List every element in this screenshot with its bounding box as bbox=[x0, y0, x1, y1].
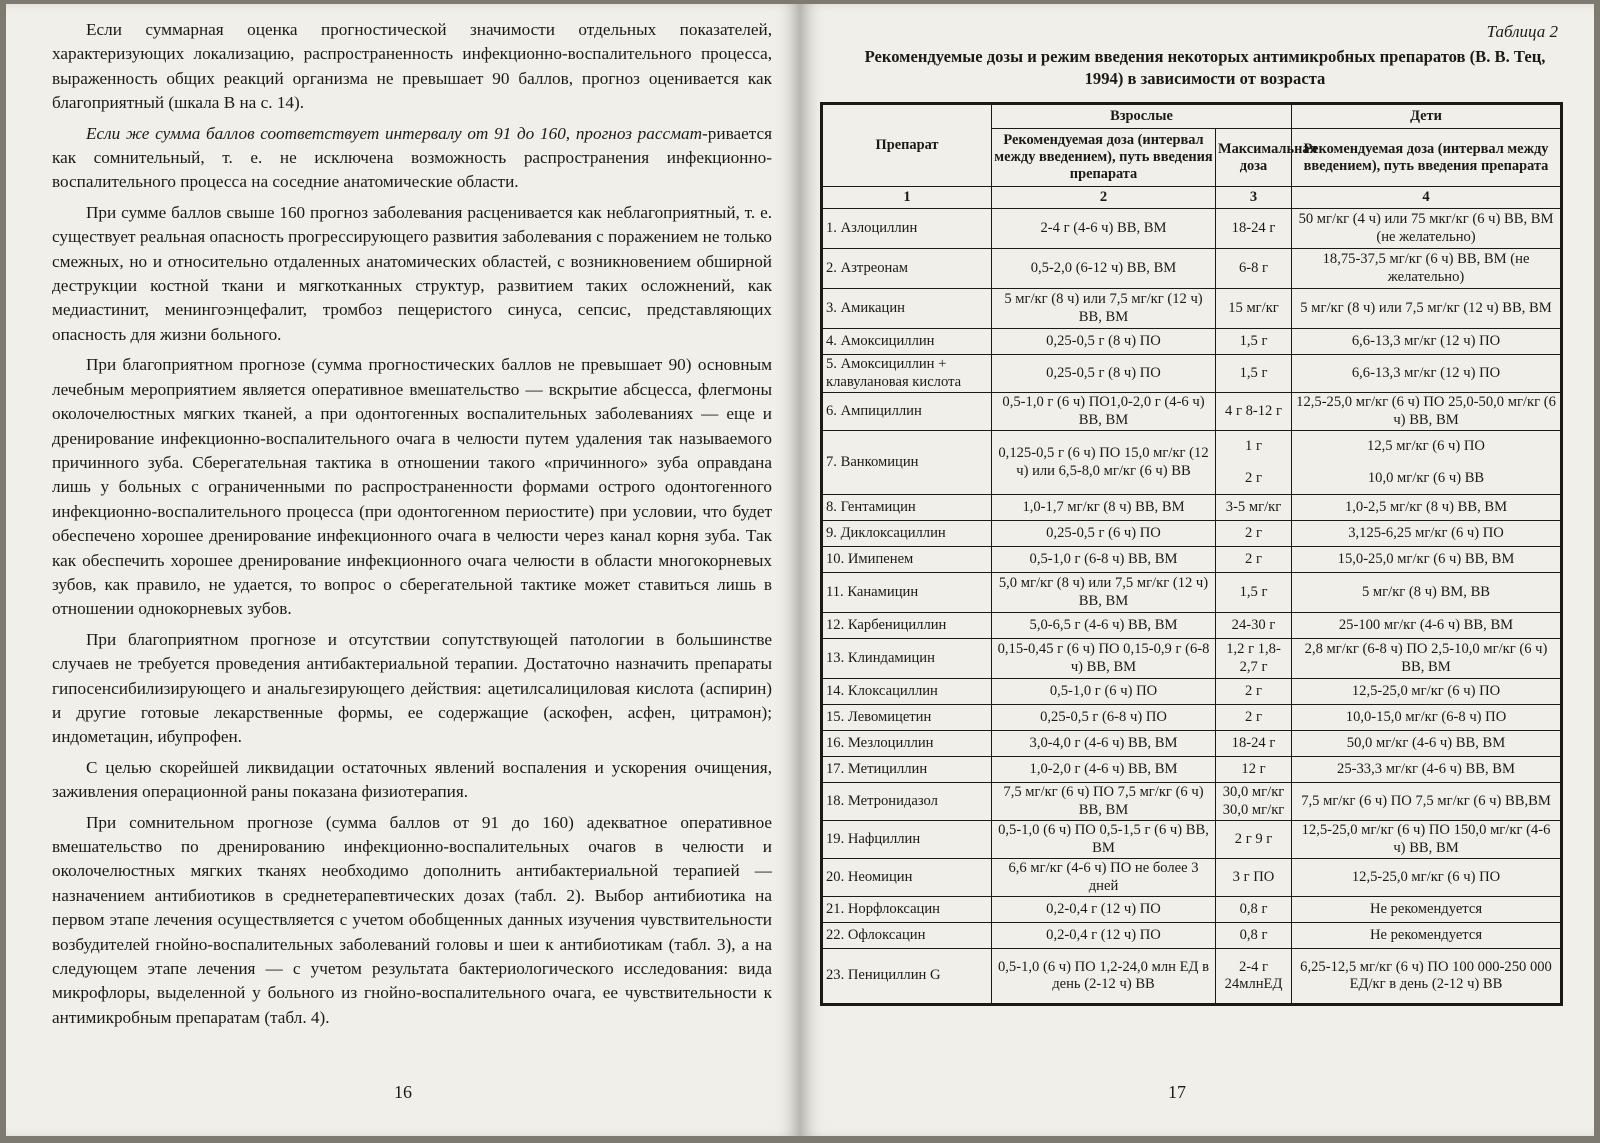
adult-dose-cell: 0,25-0,5 г (6-8 ч) ПО bbox=[992, 705, 1216, 731]
drug-name-cell: 21. Норфлоксацин bbox=[822, 897, 992, 923]
drug-name-cell: 19. Нафциллин bbox=[822, 821, 992, 859]
drug-name-cell: 13. Клиндамицин bbox=[822, 639, 992, 679]
child-dose-cell: 12,5-25,0 мг/кг (6 ч) ПО bbox=[1292, 859, 1562, 897]
child-dose-cell: 3,125-6,25 мг/кг (6 ч) ПО bbox=[1292, 521, 1562, 547]
child-dose-cell: 12,5-25,0 мг/кг (6 ч) ПО 25,0-50,0 мг/кг (6 ч) ВВ, ВМ bbox=[1292, 393, 1562, 431]
max-dose-cell: 3 г ПО bbox=[1216, 859, 1292, 897]
table-row bbox=[822, 859, 1562, 897]
table-label: Таблица 2 bbox=[1486, 22, 1558, 41]
left-page bbox=[6, 4, 800, 1136]
max-dose-cell: 0,8 г bbox=[1216, 923, 1292, 949]
drug-name-cell: 8. Гентамицин bbox=[822, 495, 992, 521]
child-dose-cell: 6,6-13,3 мг/кг (12 ч) ПО bbox=[1292, 355, 1562, 393]
adult-dose-cell: 2-4 г (4-6 ч) ВВ, ВМ bbox=[992, 209, 1216, 249]
adult-dose-cell: 1,0-2,0 г (4-6 ч) ВВ, ВМ bbox=[992, 757, 1216, 783]
child-dose-cell: 50,0 мг/кг (4-6 ч) ВВ, ВМ bbox=[1292, 731, 1562, 757]
table-row bbox=[822, 521, 1562, 547]
child-dose-cell: 7,5 мг/кг (6 ч) ПО 7,5 мг/кг (6 ч) ВВ,ВМ bbox=[1292, 783, 1562, 821]
table-row bbox=[822, 821, 1562, 859]
child-dose-cell: 25-100 мг/кг (4-6 ч) ВВ, ВМ bbox=[1292, 613, 1562, 639]
adult-dose-cell: 0,2-0,4 г (12 ч) ПО bbox=[992, 923, 1216, 949]
drug-name-cell: 11. Канамицин bbox=[822, 573, 992, 613]
max-dose-cell: 1,2 г 1,8-2,7 г bbox=[1216, 639, 1292, 679]
child-dose-cell: 5 мг/кг (8 ч) или 7,5 мг/кг (12 ч) ВВ, ВМ bbox=[1292, 289, 1562, 329]
table-row bbox=[822, 573, 1562, 613]
adult-dose-cell: 6,6 мг/кг (4-6 ч) ПО не более 3 дней bbox=[992, 859, 1216, 897]
max-dose-cell: 3-5 мг/кг bbox=[1216, 495, 1292, 521]
drug-name-cell: 17. Метициллин bbox=[822, 757, 992, 783]
header-children: Дети bbox=[1292, 104, 1562, 129]
header-max-dose: Максимальная доза bbox=[1216, 129, 1292, 187]
drug-name-cell: 23. Пенициллин G bbox=[822, 949, 992, 1005]
drug-name-cell: 4. Амоксициллин bbox=[822, 329, 992, 355]
dosage-table-wrap bbox=[820, 102, 1560, 1006]
child-dose-cell: 50 мг/кг (4 ч) или 75 мкг/кг (6 ч) ВВ, ВМ (не желательно) bbox=[1292, 209, 1562, 249]
header-adult-dose: Рекомендуемая доза (интервал между введением), путь введения препарата bbox=[992, 129, 1216, 187]
adult-dose-cell: 0,5-1,0 г (6-8 ч) ВВ, ВМ bbox=[992, 547, 1216, 573]
table-row bbox=[822, 393, 1562, 431]
paragraph-6: С целью скорейшей ликвидации остаточных явлений воспаления и ускорения очищения, заживления операционной раны показана физиотерапия. bbox=[52, 757, 772, 802]
table-row bbox=[822, 547, 1562, 573]
adult-dose-cell: 5,0 мг/кг (8 ч) или 7,5 мг/кг (12 ч) ВВ, ВМ bbox=[992, 573, 1216, 613]
table-row bbox=[822, 949, 1562, 1005]
table-row bbox=[822, 613, 1562, 639]
drug-name-cell: 6. Ампициллин bbox=[822, 393, 992, 431]
drug-name-cell: 22. Офлоксацин bbox=[822, 923, 992, 949]
child-dose-cell: 6,25-12,5 мг/кг (6 ч) ПО 100 000-250 000 ЕД/кг в день (2-12 ч) ВВ bbox=[1292, 949, 1562, 1005]
max-dose-cell: 4 г 8-12 г bbox=[1216, 393, 1292, 431]
adult-dose-cell: 0,5-1,0 г (6 ч) ПО1,0-2,0 г (4-6 ч) ВВ, ВМ bbox=[992, 393, 1216, 431]
table-row bbox=[822, 355, 1562, 393]
table-row bbox=[822, 783, 1562, 821]
table-row bbox=[822, 289, 1562, 329]
adult-dose-cell: 5,0-6,5 г (4-6 ч) ВВ, ВМ bbox=[992, 613, 1216, 639]
drug-name-cell: 14. Клоксациллин bbox=[822, 679, 992, 705]
drug-name-cell: 2. Азтреонам bbox=[822, 249, 992, 289]
dosage-table-body bbox=[822, 209, 1562, 1005]
table-row bbox=[822, 209, 1562, 249]
header-adults: Взрослые bbox=[992, 104, 1292, 129]
table-row bbox=[822, 679, 1562, 705]
max-dose-cell: 0,8 г bbox=[1216, 897, 1292, 923]
adult-dose-cell: 0,5-2,0 (6-12 ч) ВВ, ВМ bbox=[992, 249, 1216, 289]
drug-name-cell: 5. Амоксициллин + клавулановая кислота bbox=[822, 355, 992, 393]
drug-name-cell: 7. Ванкомицин bbox=[822, 431, 992, 495]
paragraph-3: При сумме баллов свыше 160 прогноз заболевания расценивается как неблагоприятный, т. е. существует реальная опасность прогрессирующего развития заболевания с поражением не только смежных, но и относительно отдаленных анатомических областей, с возникновением обширной деструкции костной ткани и мягкотканных структур, развитием таких осложнений, как медиастинит, менингоэнцефалит, тромбоз пещеристого синуса, сепсис, представляющих опасность для жизни больного. bbox=[52, 202, 772, 344]
column-number: 2 bbox=[992, 187, 1216, 209]
max-dose-value: 1 г bbox=[1245, 438, 1262, 454]
header-drug: Препарат bbox=[822, 104, 992, 187]
adult-dose-cell: 5 мг/кг (8 ч) или 7,5 мг/кг (12 ч) ВВ, ВМ bbox=[992, 289, 1216, 329]
max-dose-cell: 1,5 г bbox=[1216, 329, 1292, 355]
column-number: 4 bbox=[1292, 187, 1562, 209]
drug-name-cell: 9. Диклоксациллин bbox=[822, 521, 992, 547]
adult-dose-cell: 3,0-4,0 г (4-6 ч) ВВ, ВМ bbox=[992, 731, 1216, 757]
child-dose-value: 10,0 мг/кг (6 ч) ВВ bbox=[1367, 469, 1485, 486]
table-title: Рекомендуемые дозы и режим введения некоторых антимикробных препаратов (В. В. Тец, 1994) в зависимости от возраста bbox=[864, 47, 1546, 88]
drug-name-cell: 10. Имипенем bbox=[822, 547, 992, 573]
max-dose-cell: 18-24 г bbox=[1216, 731, 1292, 757]
drug-name-cell: 20. Неомицин bbox=[822, 859, 992, 897]
adult-dose-cell: 0,25-0,5 г (8 ч) ПО bbox=[992, 355, 1216, 393]
max-dose-cell bbox=[1216, 431, 1292, 495]
max-dose-cell: 2-4 г 24млнЕД bbox=[1216, 949, 1292, 1005]
page-number-right: 17 bbox=[1168, 1082, 1186, 1102]
adult-dose-cell: 0,25-0,5 г (8 ч) ПО bbox=[992, 329, 1216, 355]
body-text bbox=[52, 18, 772, 1036]
adult-dose-cell: 1,0-1,7 мг/кг (8 ч) ВВ, ВМ bbox=[992, 495, 1216, 521]
adult-dose-cell: 0,5-1,0 (6 ч) ПО 0,5-1,5 г (6 ч) ВВ, ВМ bbox=[992, 821, 1216, 859]
child-dose-cell: 2,8 мг/кг (6-8 ч) ПО 2,5-10,0 мг/кг (6 ч) ВВ, ВМ bbox=[1292, 639, 1562, 679]
column-number: 3 bbox=[1216, 187, 1292, 209]
max-dose-value: 2 г bbox=[1245, 469, 1262, 486]
drug-name-cell: 15. Левомицетин bbox=[822, 705, 992, 731]
max-dose-cell: 1,5 г bbox=[1216, 355, 1292, 393]
drug-name-cell: 18. Метронидазол bbox=[822, 783, 992, 821]
table-row bbox=[822, 249, 1562, 289]
max-dose-cell: 2 г bbox=[1216, 521, 1292, 547]
paragraph-4: При благоприятном прогнозе (сумма прогностических баллов не превышает 90) основным лечебным мероприятием является оперативное вмешательство — вскрытие абсцесса, флегмоны околочелюстных мягких тканей, а при одонтогенных воспалительных заболеваниях — еще и дренирование инфекционно-воспалительного очага в челюсти путем удаления так называемого причинного зуба. Сберегательная тактика в отношении такого «причинного» зуба оправдана лишь у больных с ограниченными по распространенности формами острого одонтогенного инфекционно-воспалительного процесса (при одонтогенном периостите) при условии, что будет обеспечено хорошее дренирование инфекционного очага в челюсти через канал корня зуба. Так как обеспечить хорошее дренирование инфекционного очага челюсти в области многокорневых зубов, как правило, не удается, то вопрос о сберегательной тактике может ставиться лишь в отношении однокорневых зубов. bbox=[52, 355, 772, 619]
table-row bbox=[822, 705, 1562, 731]
adult-dose-cell: 0,5-1,0 г (6 ч) ПО bbox=[992, 679, 1216, 705]
paragraph-5: При благоприятном прогнозе и отсутствии сопутствующей патологии в большинстве случаев не требуется проведения антибактериальной терапии. Достаточно назначить препараты гипосенсибилизирующего и анальгезирующего действия: ацетилсалициловая кислота (аспирин) и другие готовые лекарственные формы, ее содержащие (аскофен, асфен, цитрамон); индометацин, ибупрофен. bbox=[52, 629, 772, 747]
adult-dose-cell: 0,5-1,0 (6 ч) ПО 1,2-24,0 млн ЕД в день (2-12 ч) ВВ bbox=[992, 949, 1216, 1005]
max-dose-cell: 12 г bbox=[1216, 757, 1292, 783]
table-row bbox=[822, 495, 1562, 521]
max-dose-cell: 2 г bbox=[1216, 679, 1292, 705]
paragraph-2: Если же сумма баллов соответствует интервалу от 91 до 160, прогноз рассмат-ривается как сомнительный, т. е. не исключена возможность распространения инфекционно-воспалительного процесса на соседние анатомические области. bbox=[52, 123, 772, 192]
max-dose-cell: 2 г bbox=[1216, 547, 1292, 573]
child-dose-cell: 5 мг/кг (8 ч) ВМ, ВВ bbox=[1292, 573, 1562, 613]
adult-dose-cell: 0,125-0,5 г (6 ч) ПО 15,0 мг/кг (12 ч) или 6,5-8,0 мг/кг (6 ч) ВВ bbox=[992, 431, 1216, 495]
child-dose-cell: 15,0-25,0 мг/кг (6 ч) ВВ, ВМ bbox=[1292, 547, 1562, 573]
paragraph-7: При сомнительном прогнозе (сумма баллов от 91 до 160) адекватное оперативное вмешательство по дренированию инфекционно-воспалительных очагов в челюсти и околочелюстных мягких тканях необходимо дополнить антибактериальной терапией — назначением антибиотиков в среднетерапевтических дозах (табл. 2). Выбор антибиотика на первом этапе лечения осуществляется с учетом обобщенных данных изучения чувствительности возбудителей гнойно-воспалительных заболеваний головы и шеи к антибиотикам (табл. 3), а на следующем этапе лечения — с учетом результата бактериологического исследования: вида микрофлоры, выделенной у больного из гнойно-воспалительного очага, ее чувствительности к антимикробным препаратам (табл. 4). bbox=[52, 812, 772, 1027]
header-child-dose: Рекомендуемая доза (интервал между введением), путь введения препарата bbox=[1292, 129, 1562, 187]
column-number: 1 bbox=[822, 187, 992, 209]
max-dose-cell: 2 г 9 г bbox=[1216, 821, 1292, 859]
table-row bbox=[822, 639, 1562, 679]
max-dose-cell: 2 г bbox=[1216, 705, 1292, 731]
paragraph-1: Если суммарная оценка прогностической значимости отдельных показателей, характеризующих локализацию, распространенность инфекционно-воспалительного процесса, выраженность общих реакций организма не превышает 90 баллов, прогноз оценивается как благоприятный (шкала B на с. 14). bbox=[52, 20, 772, 113]
child-dose-cell: 10,0-15,0 мг/кг (6-8 ч) ПО bbox=[1292, 705, 1562, 731]
child-dose-cell: 25-33,3 мг/кг (4-6 ч) ВВ, ВМ bbox=[1292, 757, 1562, 783]
drug-name-cell: 16. Мезлоциллин bbox=[822, 731, 992, 757]
table-row bbox=[822, 923, 1562, 949]
right-page bbox=[800, 4, 1594, 1136]
child-dose-cell bbox=[1292, 431, 1562, 495]
table-row bbox=[822, 731, 1562, 757]
drug-name-cell: 3. Амикацин bbox=[822, 289, 992, 329]
child-dose-cell: Не рекомендуется bbox=[1292, 897, 1562, 923]
max-dose-cell: 6-8 г bbox=[1216, 249, 1292, 289]
adult-dose-cell: 7,5 мг/кг (6 ч) ПО 7,5 мг/кг (6 ч) ВВ, ВМ bbox=[992, 783, 1216, 821]
table-row bbox=[822, 757, 1562, 783]
adult-dose-cell: 0,25-0,5 г (6 ч) ПО bbox=[992, 521, 1216, 547]
drug-name-cell: 1. Азлоциллин bbox=[822, 209, 992, 249]
page-number-left: 16 bbox=[394, 1082, 412, 1102]
max-dose-cell: 30,0 мг/кг 30,0 мг/кг bbox=[1216, 783, 1292, 821]
table-row bbox=[822, 897, 1562, 923]
max-dose-cell: 1,5 г bbox=[1216, 573, 1292, 613]
child-dose-cell: 1,0-2,5 мг/кг (8 ч) ВВ, ВМ bbox=[1292, 495, 1562, 521]
table-row bbox=[822, 329, 1562, 355]
child-dose-cell: 12,5-25,0 мг/кг (6 ч) ПО bbox=[1292, 679, 1562, 705]
dosage-table bbox=[820, 102, 1563, 1006]
table-row bbox=[822, 431, 1562, 495]
max-dose-cell: 15 мг/кг bbox=[1216, 289, 1292, 329]
max-dose-cell: 18-24 г bbox=[1216, 209, 1292, 249]
child-dose-value: 12,5 мг/кг (6 ч) ПО bbox=[1367, 438, 1485, 454]
child-dose-cell: 6,6-13,3 мг/кг (12 ч) ПО bbox=[1292, 329, 1562, 355]
child-dose-cell: Не рекомендуется bbox=[1292, 923, 1562, 949]
child-dose-cell: 18,75-37,5 мг/кг (6 ч) ВВ, ВМ (не желательно) bbox=[1292, 249, 1562, 289]
max-dose-cell: 24-30 г bbox=[1216, 613, 1292, 639]
adult-dose-cell: 0,2-0,4 г (12 ч) ПО bbox=[992, 897, 1216, 923]
drug-name-cell: 12. Карбенициллин bbox=[822, 613, 992, 639]
child-dose-cell: 12,5-25,0 мг/кг (6 ч) ПО 150,0 мг/кг (4-6 ч) ВВ, ВМ bbox=[1292, 821, 1562, 859]
adult-dose-cell: 0,15-0,45 г (6 ч) ПО 0,15-0,9 г (6-8 ч) ВВ, ВМ bbox=[992, 639, 1216, 679]
